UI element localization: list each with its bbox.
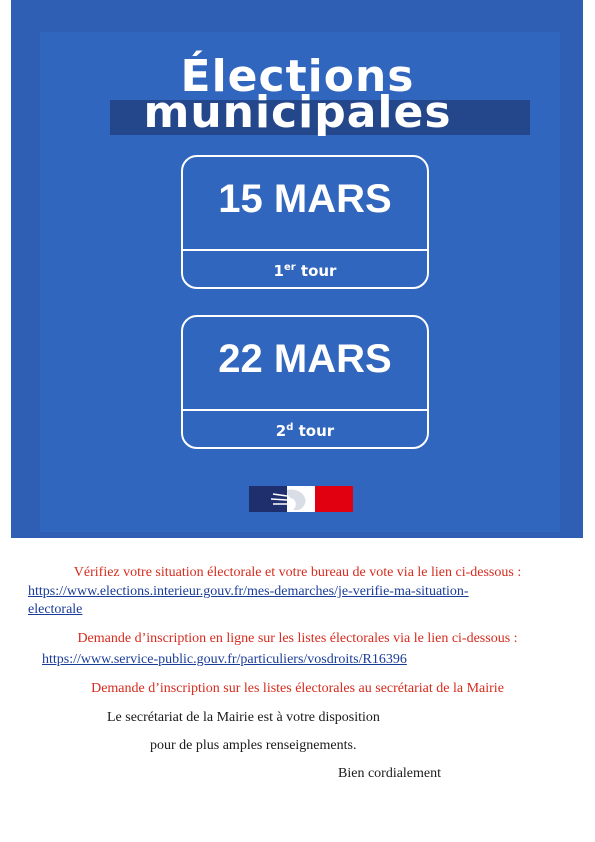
mairie-registration-text: Demande d’inscription sur les listes électorales au secrétariat de la Mairie [91, 681, 504, 696]
round1-number: 1 [273, 262, 284, 280]
online-registration-text: Demande d’inscription en ligne sur les listes électorales via le lien ci-dessous : [77, 631, 518, 646]
round1-label [183, 257, 427, 282]
round2-box [181, 315, 429, 449]
footer-info-text: pour de plus amples renseignements. [150, 738, 357, 753]
round2-label [183, 417, 427, 442]
poster-title-line1: Élections [180, 51, 415, 102]
footer-availability-text: Le secrétariat de la Mairie est à votre disposition [107, 710, 380, 725]
round1-suffix: er [283, 262, 296, 273]
round2-divider [183, 409, 427, 411]
round2-suffix: d [286, 422, 294, 433]
footer-closing-text: Bien cordialement [338, 766, 442, 781]
check-situation-link-cont[interactable]: electorale [28, 602, 83, 617]
marianne-flag-logo [249, 486, 353, 512]
round1-box [181, 155, 429, 289]
round1-divider [183, 249, 427, 251]
check-situation-text: Vérifiez votre situation électorale et votre bureau de vote via le lien ci-dessous : [73, 565, 522, 580]
round2-date: 22 MARS [218, 337, 392, 381]
poster-title-line2: municipales [143, 87, 452, 138]
check-situation-link[interactable]: https://www.elections.interieur.gouv.fr/mes-demarches/je-verifie-ma-situation- [28, 584, 469, 599]
round1-date: 15 MARS [218, 177, 392, 221]
round2-word: tour [298, 422, 335, 440]
online-registration-link[interactable]: https://www.service-public.gouv.fr/particuliers/vosdroits/R16396 [42, 652, 407, 667]
round1-word: tour [300, 262, 337, 280]
round2-number: 2 [275, 422, 287, 440]
